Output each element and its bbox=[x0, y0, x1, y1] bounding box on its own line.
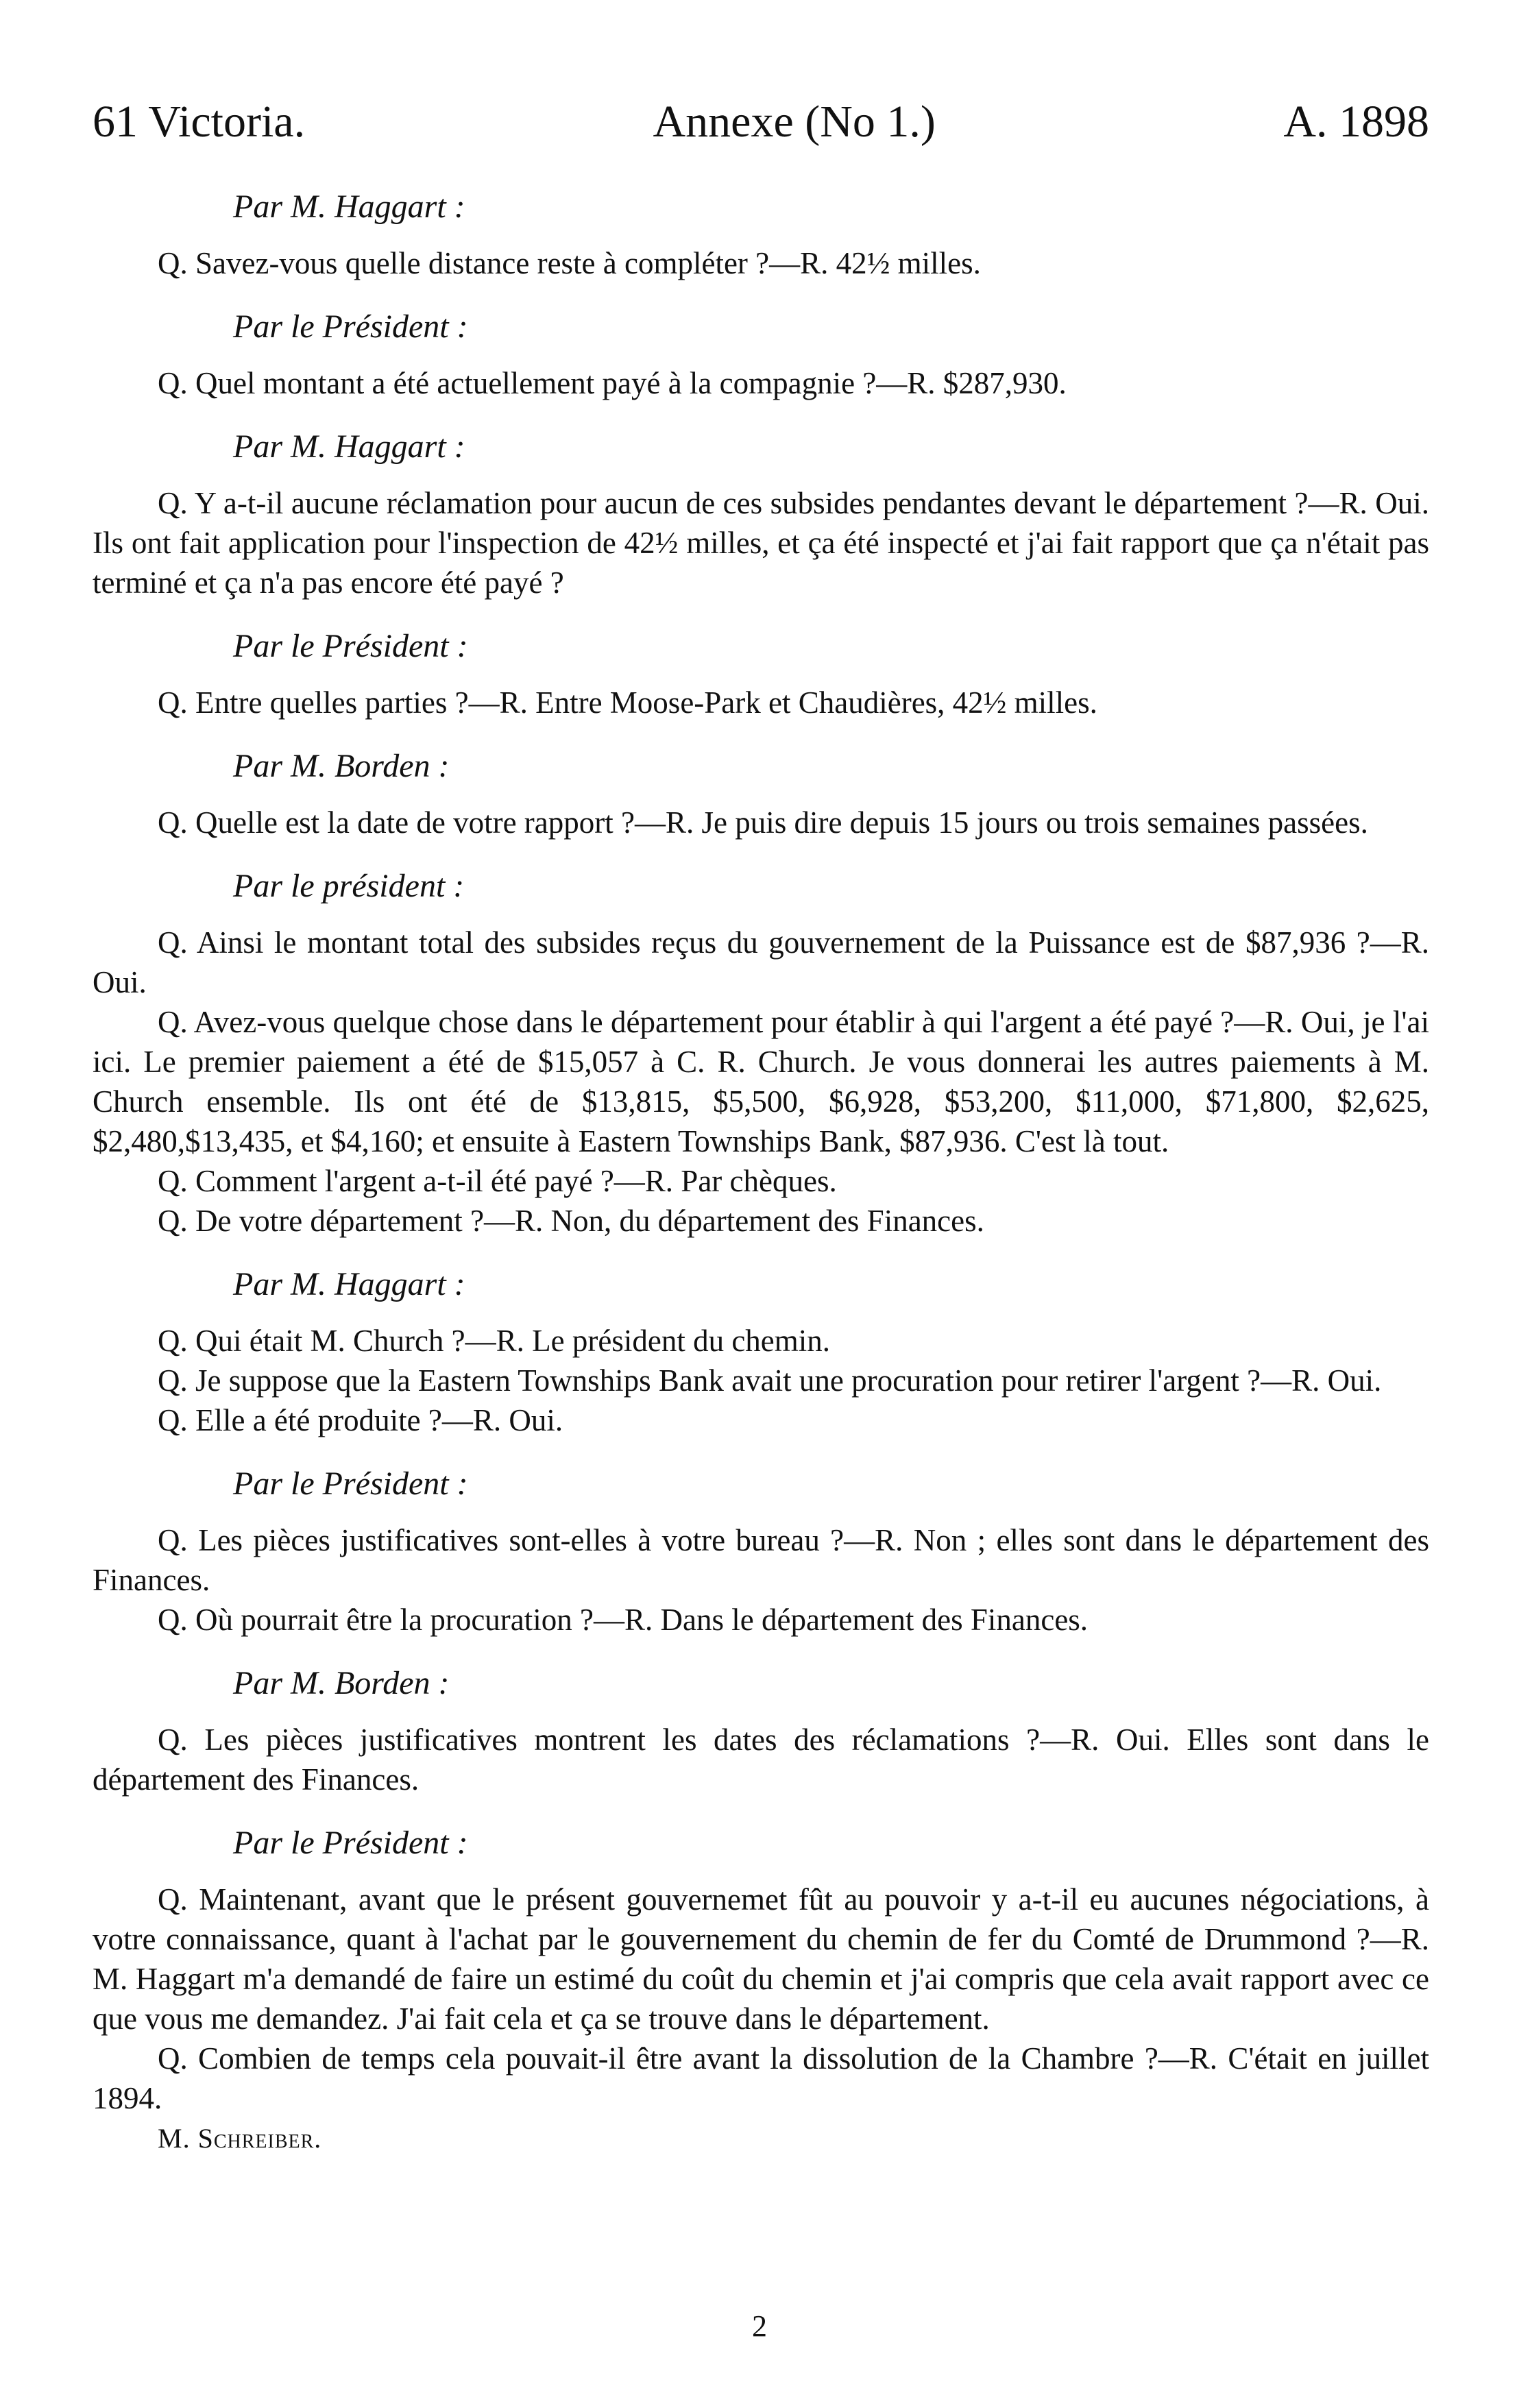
question-answer: Q. Les pièces justificatives sont-elles à votre bureau ?—R. Non ; elles sont dans le département des Finances. bbox=[93, 1523, 1429, 1597]
question-answer: Q. Maintenant, avant que le présent gouvernemet fût au pouvoir y a-t-il eu aucunes négociations, à votre connaissance, quant à l'achat par le gouvernement du chemin de fer du Comté de Drummond ?—R. M. Haggart m'a demandé de faire un estimé du coût du chemin et j'ai compris que cela avait rapport avec ce que vous me demandez. J'ai fait cela et ça se trouve dans le département. bbox=[93, 1882, 1429, 2036]
question-answer: Q. Où pourrait être la procuration ?—R. Dans le département des Finances. bbox=[158, 1603, 1089, 1637]
question-answer: Q. Quelle est la date de votre rapport ?—R. Je puis dire depuis 15 jours ou trois semaines passées. bbox=[158, 805, 1368, 840]
header-session: 61 Victoria. bbox=[93, 97, 306, 147]
header-year: A. 1898 bbox=[1283, 97, 1429, 147]
speaker-heading: Par le Président : bbox=[233, 1825, 468, 1861]
document-page bbox=[93, 96, 1429, 2154]
page-number: 2 bbox=[752, 2309, 767, 2343]
question-answer: Q. Quel montant a été actuellement payé à la compagnie ?—R. $287,930. bbox=[158, 366, 1067, 400]
question-answer: Q. Je suppose que la Eastern Townships Bank avait une procuration pour retirer l'argent ?—R. Oui. bbox=[158, 1363, 1382, 1398]
question-answer: Q. Avez-vous quelque chose dans le département pour établir à qui l'argent a été payé ?—R. Oui, je l'ai ici. Le premier paiement a été de $15,057 à C. R. Church. Je vous donnerai les autres paiements à M. Church ensemble. Ils ont été de $13,815, $5,500, $6,928, $53,200, $11,000, $71,800, $2,625, $2,480,$13,435, et $4,160; et ensuite à Eastern Townships Bank, $87,936. C'est là tout. bbox=[93, 1005, 1429, 1158]
question-answer: Q. Elle a été produite ?—R. Oui. bbox=[158, 1403, 563, 1437]
question-answer: Q. Ainsi le montant total des subsides reçus du gouvernement de la Puissance est de $87,936 ?—R. Oui. bbox=[93, 925, 1429, 999]
speaker-heading: Par M. Borden : bbox=[233, 1665, 450, 1701]
speaker-heading: Par M. Haggart : bbox=[233, 1266, 465, 1302]
question-answer: Q. Comment l'argent a-t-il été payé ?—R. Par chèques. bbox=[158, 1164, 837, 1198]
speaker-heading: Par le Président : bbox=[233, 308, 468, 345]
question-answer: Q. Les pièces justificatives montrent les dates des réclamations ?—R. Oui. Elles sont dans le département des Finances. bbox=[93, 1723, 1429, 1797]
question-answer: Q. Savez-vous quelle distance reste à compléter ?—R. 42½ milles. bbox=[158, 246, 981, 280]
speaker-heading: Par M. Haggart : bbox=[233, 188, 465, 225]
speaker-heading: Par le Président : bbox=[233, 628, 468, 664]
question-answer: Q. Entre quelles parties ?—R. Entre Moose-Park et Chaudières, 42½ milles. bbox=[158, 685, 1097, 720]
speaker-heading: Par M. Borden : bbox=[233, 748, 450, 784]
question-answer: Q. Combien de temps cela pouvait-il être avant la dissolution de la Chambre ?—R. C'était en juillet 1894. bbox=[93, 2041, 1429, 2115]
question-answer: Q. De votre département ?—R. Non, du département des Finances. bbox=[158, 1204, 984, 1238]
question-answer: Q. Qui était M. Church ?—R. Le président du chemin. bbox=[158, 1324, 831, 1358]
witness-signature: M. Schreiber. bbox=[158, 2123, 322, 2154]
question-answer: Q. Y a-t-il aucune réclamation pour aucun de ces subsides pendantes devant le département ?—R. Oui. Ils ont fait application pour l'inspection de 42½ milles, et ça été inspecté et j'ai fait rapport que ça n'était pas terminé et ça n'a pas encore été payé ? bbox=[93, 486, 1429, 600]
running-header bbox=[93, 96, 1429, 148]
header-annex: Annexe (No 1.) bbox=[653, 97, 936, 147]
speaker-heading: Par le Président : bbox=[233, 1466, 468, 1502]
speaker-heading: Par M. Haggart : bbox=[233, 428, 465, 465]
speaker-heading: Par le président : bbox=[233, 868, 465, 904]
